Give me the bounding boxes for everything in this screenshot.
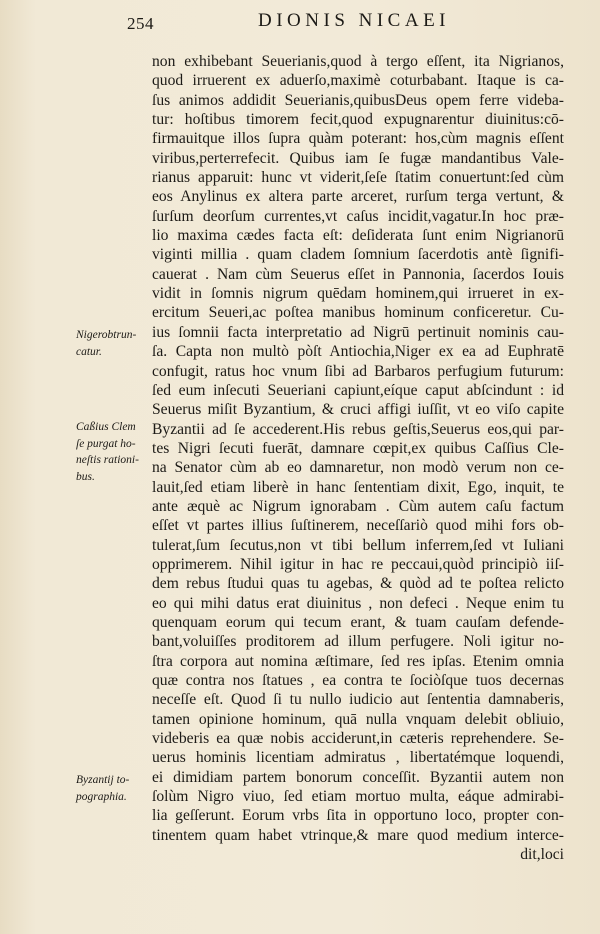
text-line: neceſſe eſt. Quod ſi tu nullo iudicio aut ſententia damnaberis, <box>152 691 564 709</box>
text-line: rianus apparuit: hunc vt viderit,ſeſe ſtatim conuertunt:ſed cùm <box>152 169 564 187</box>
margin-note-line: ſe purgat ho- <box>76 437 136 450</box>
text-line: lia geſſerunt. Eorum vrbs ſita in opportuno loco, propter con- <box>152 807 564 825</box>
text-line: quenquam eorum qui tecum erant, & tuam cauſam defende- <box>152 613 564 631</box>
text-line: lauit,ſed etiam liberè in hanc ſententiam dixit, Ego, inquit, te <box>152 478 564 496</box>
text-line: dit,loci <box>520 846 564 864</box>
text-line: Byzantii ad ſe accederent.His rebus geſtis,Seuerus eos,qui par- <box>152 420 564 438</box>
text-line: tinentem quam habet vtrinque,& mare quod medium interce- <box>152 826 564 844</box>
margin-note-line: bus. <box>76 470 95 483</box>
text-line: ſa. Capta non multò pòſt Antiochia,Niger ex ea ad Euphratē <box>152 343 564 361</box>
text-line: uerus hominis licentiam admiratus , libertatémque loquendi, <box>152 749 564 767</box>
text-line: quod irruerent ex aduerſo,maximè coturbabant. Itaque is ca- <box>152 72 564 90</box>
margin-note-line: Caßius Clem <box>76 421 136 433</box>
text-line: eo qui mihi datus erat diuinitus , non defeci . Neque enim tu <box>152 594 564 612</box>
text-line: ius ſomnii facta interpretatio ad Nigrū pertinuit nominis cau- <box>152 323 564 341</box>
text-line: tes Nigri ſecuti fuerāt, damnare cœpit,ex quibus Caſſius Cle- <box>152 439 564 457</box>
text-line: videberis ea quæ nobis acciderunt,in cæteris reprehendere. Se- <box>152 730 564 748</box>
text-line: ſed eum inſecuti Seueriani capiunt,eíque caput abſcindunt : id <box>152 381 564 399</box>
text-line: opprimerem. Nihil igitur in hac re peccaui,quòd principiò iiſ- <box>152 555 564 573</box>
text-line: quæ contra nos ſtatues , ea contra te ſociòſque tuos decernas <box>152 672 564 689</box>
text-line: eſſet vt partes illius ſuſtinerem, neceſſariò quod mihi fors ob- <box>152 517 564 535</box>
text-line: Seuerus miſit Byzantium, & cruci affigi iuſſit, vt eo viſo capite <box>152 401 564 419</box>
text-line: non exhibebant Seuerianis,quod à tergo eſſent, ita Nigrianos, <box>152 53 564 70</box>
page-number: 254 <box>127 14 154 33</box>
text-line: tamen opinione hominum, quā nulla vnquam delebit obliuio, <box>152 710 564 728</box>
text-line: bant,voluiſſes proditorem ad illum perfugere. Noli igitur no- <box>152 633 564 651</box>
margin-note-cassius <box>76 419 156 485</box>
text-line: ſolùm Nigro viuo, ſed etiam mortuo multa, eáque admirabi- <box>152 788 564 806</box>
text-line: vidit in ſomnis nigrum quēdam hominem,qui irrueret in ex- <box>152 285 564 303</box>
text-line: tur: hoſtibus timorem fecit,quod expugnarentur diuinitus:cō- <box>152 111 564 129</box>
text-line: tulerat,ſum ſecutus,non vt tibi bellum inferrem,ſed vt Iuliani <box>152 536 564 554</box>
text-line: ſurſum deorſum currentes,vt caſus incidit,vagatur.In hoc præ- <box>152 207 564 225</box>
margin-note-line: Nigerobtrun- <box>76 329 137 341</box>
text-line: ei dimidiam partem bonorum conceſſit. Byzantii autem non <box>152 768 564 786</box>
margin-note-line: pographia. <box>76 790 127 803</box>
margin-note-niger <box>76 327 156 360</box>
text-line: lio maxima cædes facta eſt: deſiderata ſunt enim Nigrianorū <box>152 227 564 245</box>
text-line: cauerat . Nam cùm Seuerus eſſet in Pannonia, ſacerdos Iouis <box>152 265 564 283</box>
text-line: viribus,perterrefecit. Quibus iam ſe fugæ mandantibus Vale- <box>152 149 564 167</box>
body-text <box>152 52 564 864</box>
text-line: ſus animos addidit Seuerianis,quibusDeus opem ferre videba- <box>152 91 564 109</box>
margin-note-byzantium <box>76 772 156 805</box>
margin-note-line: neſtis rationi- <box>76 454 139 466</box>
margin-note-line: catur. <box>76 345 102 358</box>
text-line: ſtra corpora aut nomina æſtimare, ſed res ipſas. Etenim omnia <box>152 652 564 670</box>
text-line: viginti millia . quam cladem ſomnium ſacerdotis antè ſignifi- <box>152 246 564 264</box>
text-line: ante æquè ac Nigrum ignorabam . Cùm autem caſu factum <box>152 497 564 515</box>
text-line: ercitum Seueri,ac poſtea manibus hominum conficeretur. Cu- <box>152 304 564 322</box>
text-line: confugit, ratus hoc vnum ſibi ad Barbaros perfugium futurum: <box>152 362 564 380</box>
text-line: na Senator cùm ab eo damnaretur, non modò verum non ce- <box>152 459 564 477</box>
text-line: firmauitque illos ſupra quàm poterant: hos,cùm magnis eſſent <box>152 130 564 148</box>
running-head: DIONIS NICAEI <box>258 10 451 31</box>
text-line: dem rebus ſtudui quas tu agebas, & quòd ad te poſtea relicto <box>152 575 564 593</box>
text-line: eos Anylinus ex altera parte arceret, rurſum terga vertunt, & <box>152 188 564 206</box>
margin-note-line: Byzantij to- <box>76 774 130 786</box>
